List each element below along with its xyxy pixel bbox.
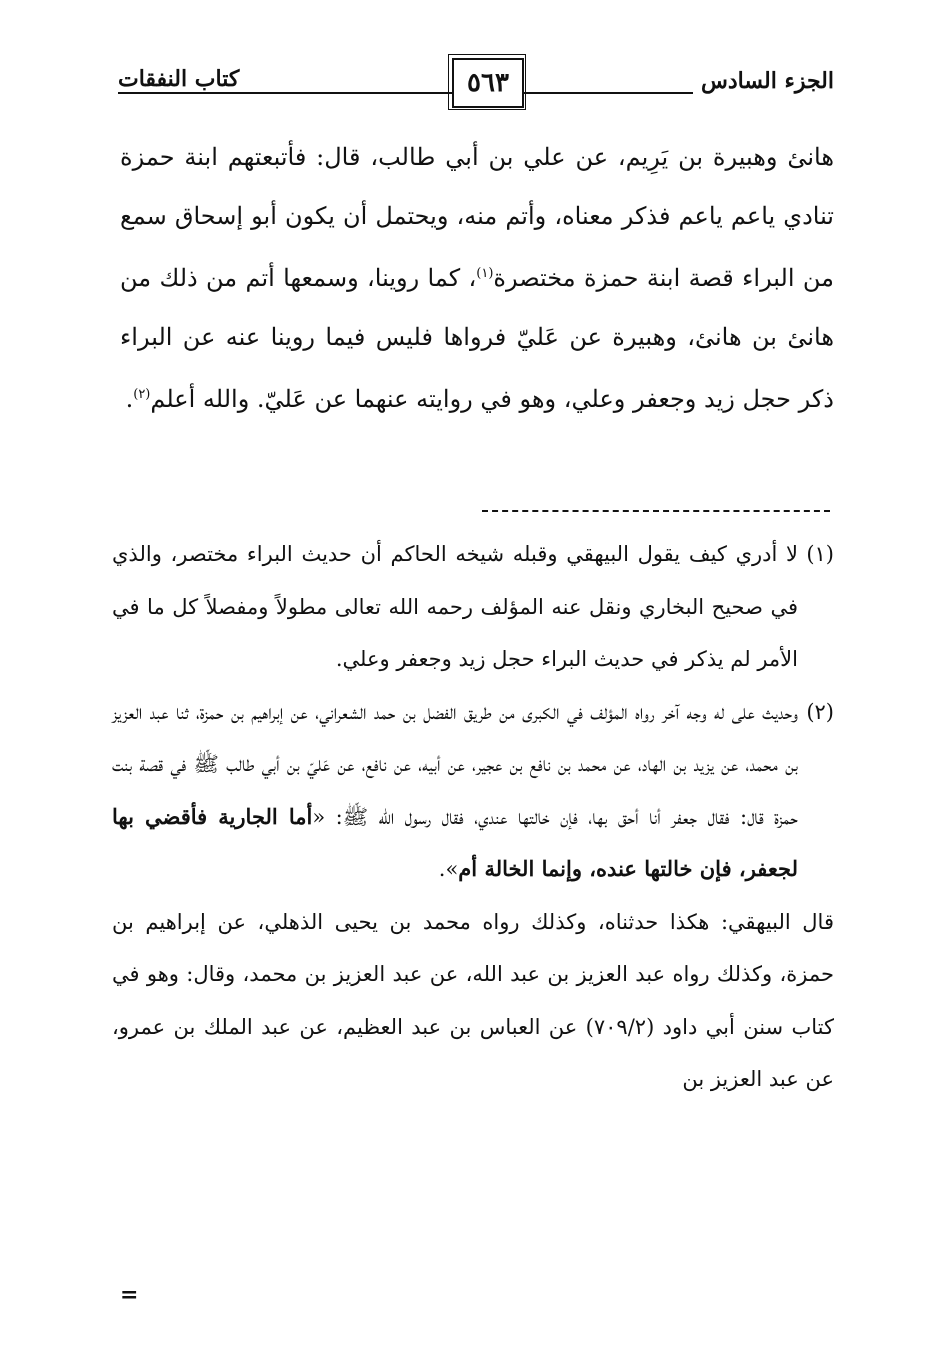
footnote-ref-2: (٢) [133,387,151,402]
footnote-1 [112,528,834,686]
footnote-number: (١) [806,542,834,566]
footnote-text: قال البيهقي: هكذا حدثناه، وكذلك رواه محمد بن يحيى الذهلي، عن إبراهيم بن حمزة، وكذلك رواه عبد العزيز بن عبد الله، عن عبد العزيز بن محمد، وقال: وهو في كتاب سنن أبي داود (٧٠٩/٢) عن العباس بن عبد العظيم، عن عبد الملك بن عمرو، عن عبد العزيز بن [112,909,834,1091]
main-text-end: . [125,385,134,413]
footnote-continuation [112,896,834,1106]
main-paragraph [120,128,834,429]
main-text-part-2: ، كما روينا، وسمعها أتم من ذلك من هانئ بن هانئ، وهبيرة عن عَليّ فرواها فليس فيما روينا عنه عن البراء ذكر حجل زيد وجعفر وعلي، وهو في روايته عنهما عن عَليّ. والله أعلم [120,264,834,413]
hadith-quote: أما الجارية فأقضي بها لجعفر، فإن خالتها عنده، وإنما الخالة أم [112,803,798,881]
continuation-mark: = [120,1282,139,1308]
main-text [120,128,834,429]
footnote-ref-1: (١) [476,266,494,281]
main-text-part-1: هانئ وهبيرة بن يَرِيم، عن علي بن أبي طالب، قال: فأتبعتهم ابنة حمزة تنادي ياعم ياعم فذكر معناه، وأتم منه، ويحتمل أن يكون أبو إسحاق سمع من البراء قصة ابنة حمزة مختصرة [120,143,835,292]
footnote-2 [112,686,834,896]
footnote-text: وحديث على له وجه آخر رواه المؤلف في الكبرى من طريق الفضل بن حمد الشعراني، عن إبراهيم بن حمزة، ثنا عبد العزيز بن محمد، عن يزيد بن الهاد، عن محمد بن نافع بن عجير، عن أبيه، عن نافع، عن عَليّ بن أبي طالب ﷺ في قصة بنت حمزة قال: فقال جعفر أنا أحق بها، فإن خالتها عندي، فقال رسول الله ﷺ: « [112,699,798,829]
footnote-separator [482,510,830,512]
footnote-number: (٢) [806,699,834,724]
footnotes [112,528,834,1106]
book-title: كتاب النفقات [118,66,247,92]
page-number: ٥٦٣ [452,58,524,108]
volume-title: الجزء السادس [693,68,834,94]
running-header [118,58,834,118]
quote-close: ». [438,857,459,881]
footnote-text: لا أدري كيف يقول البيهقي وقبله شيخه الحاكم أن حديث البراء مختصر، والذي في صحيح البخاري ونقل عنه المؤلف رحمه الله تعالى مطولاً ومفصلاً كل ما في الأمر لم يذكر في حديث البراء حجل زيد وجعفر وعلي. [112,542,798,671]
